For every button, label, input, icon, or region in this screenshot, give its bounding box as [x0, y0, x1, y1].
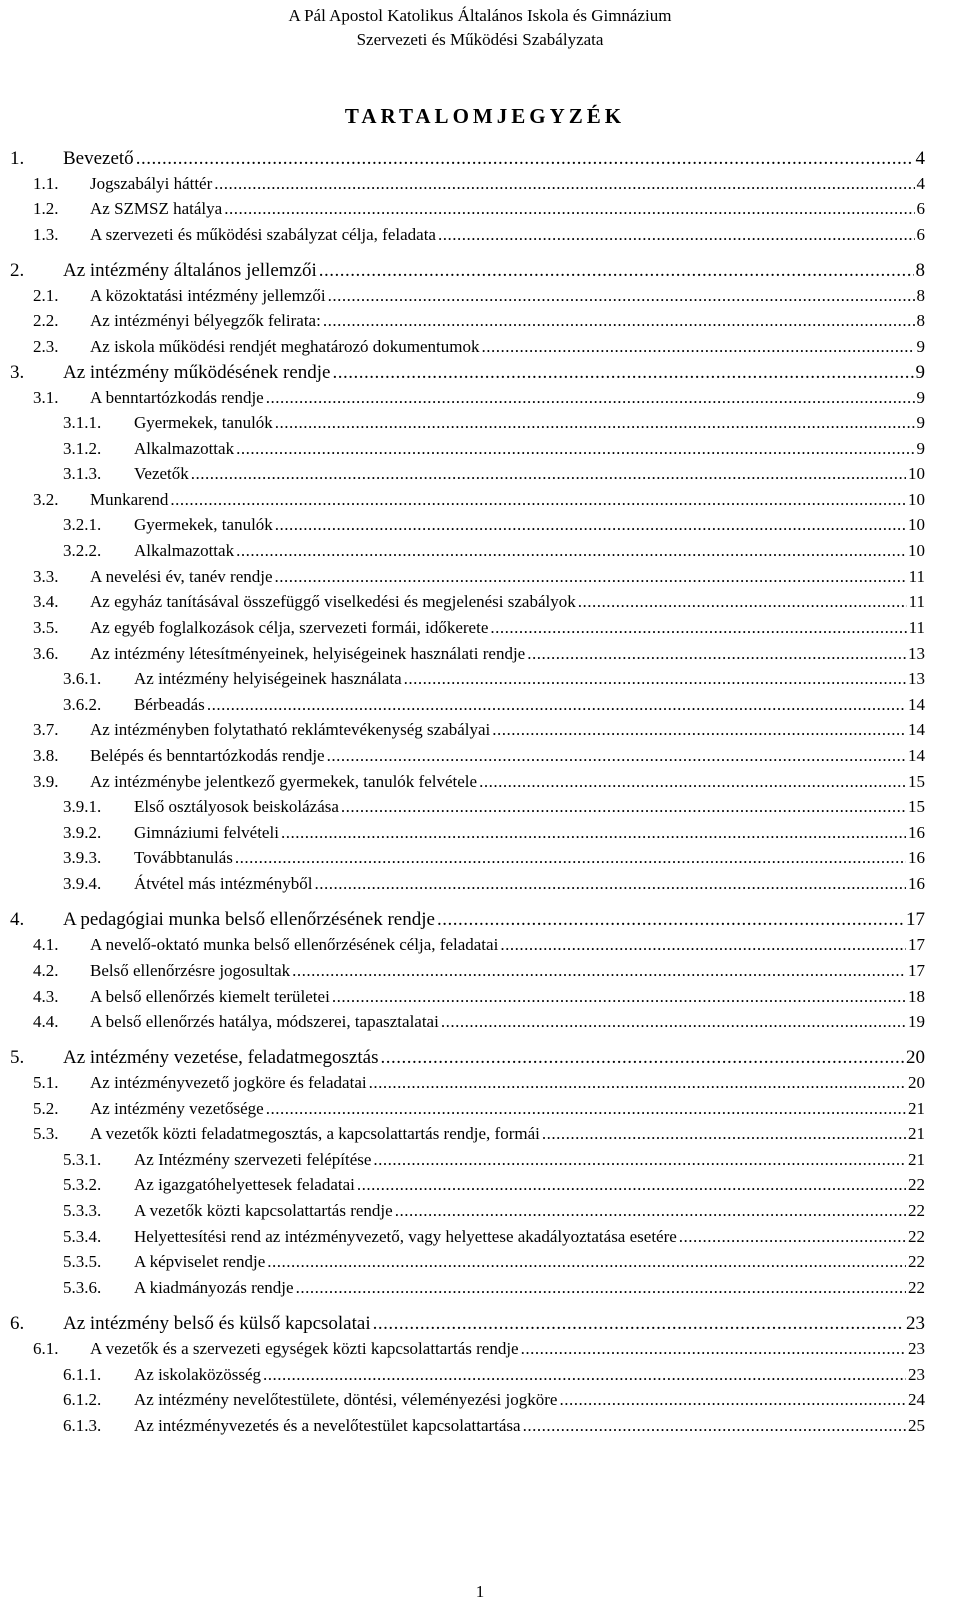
- toc-entry-page: 22: [908, 1252, 925, 1271]
- toc-entry-page: 14: [908, 695, 925, 714]
- toc-entry[interactable]: [10, 909, 925, 931]
- toc-entry-number: 4.: [10, 909, 25, 930]
- toc-entry-number: 5.3.: [33, 1124, 59, 1143]
- toc-entry-page: 20: [908, 1073, 925, 1092]
- toc-entry-page: 22: [908, 1175, 925, 1194]
- toc-entry-number: 3.6.2.: [63, 695, 102, 714]
- toc-entry[interactable]: [33, 567, 925, 587]
- toc-entry-title: A nevelő-oktató munka belső ellenőrzésének célja, feladatai: [90, 935, 499, 954]
- toc-entry-number: 5.3.1.: [63, 1150, 102, 1169]
- toc-entry-number: 3.4.: [33, 592, 59, 611]
- toc-entry-title: Vezetők: [134, 464, 189, 483]
- toc-entry-number: 4.2.: [33, 961, 59, 980]
- toc-entry-title: Az intézmény nevelőtestülete, döntési, véleményezési jogköre: [134, 1390, 558, 1409]
- toc-entry-number: 3.9.3.: [63, 848, 102, 867]
- toc-entry[interactable]: [33, 388, 925, 408]
- toc-dot-leader: [482, 337, 915, 357]
- toc-entry[interactable]: [33, 311, 925, 331]
- toc-entry-number: 5.1.: [33, 1073, 59, 1092]
- toc-dot-leader: [323, 311, 915, 331]
- toc-entry-page: 23: [906, 1313, 925, 1334]
- toc-entry-number: 3.1.: [33, 388, 59, 407]
- toc-entry[interactable]: [33, 1339, 925, 1359]
- toc-dot-leader: [369, 1073, 906, 1093]
- toc-dot-leader: [332, 362, 913, 384]
- toc-entry-number: 6.: [10, 1313, 25, 1334]
- toc-entry-number: 3.: [10, 362, 25, 383]
- toc-dot-leader: [373, 1313, 904, 1335]
- toc-dot-leader: [266, 1099, 906, 1119]
- toc-entry[interactable]: [63, 439, 925, 459]
- toc-entry-page: 10: [908, 515, 925, 534]
- toc-entry-number: 5.3.2.: [63, 1175, 102, 1194]
- toc-entry-page: 17: [908, 935, 925, 954]
- toc-entry-title: Az igazgatóhelyettesek feladatai: [134, 1175, 355, 1194]
- toc-entry-title: Az intézmény helyiségeinek használata: [134, 669, 402, 688]
- toc-dot-leader: [314, 874, 906, 894]
- toc-entry-page: 13: [908, 644, 925, 663]
- toc-entry-page: 18: [908, 987, 925, 1006]
- toc-entry-number: 3.9.: [33, 772, 59, 791]
- toc-entry-title: Átvétel más intézményből: [134, 874, 313, 893]
- toc-entry-title: Alkalmazottak: [134, 439, 235, 458]
- toc-dot-leader: [328, 286, 915, 306]
- toc-entry-title: A vezetők és a szervezeti egységek közti kapcsolattartás rendje: [90, 1339, 519, 1358]
- toc-entry-title: Bérbeadás: [134, 695, 205, 714]
- toc-entry[interactable]: [33, 987, 925, 1007]
- toc-entry-number: 5.2.: [33, 1099, 59, 1118]
- toc-entry[interactable]: [33, 644, 925, 664]
- toc-dot-leader: [341, 797, 906, 817]
- toc-entry[interactable]: [33, 174, 925, 194]
- toc-dot-leader: [500, 935, 906, 955]
- toc-entry-title: A belső ellenőrzés hatálya, módszerei, tapasztalatai: [90, 1012, 439, 1031]
- toc-dot-leader: [136, 148, 914, 170]
- toc-entry-title: Az egyéb foglalkozások célja, szervezeti formái, időkerete: [90, 618, 489, 637]
- toc-dot-leader: [437, 909, 904, 931]
- toc-entry-number: 6.1.1.: [63, 1365, 102, 1384]
- toc-entry[interactable]: [33, 1124, 925, 1144]
- toc-entry-number: 3.1.3.: [63, 464, 102, 483]
- toc-entry-number: 3.9.2.: [63, 823, 102, 842]
- toc-entry-title: A benntartózkodás rendje: [90, 388, 264, 407]
- toc-entry-page: 22: [908, 1278, 925, 1297]
- toc-entry-page: 23: [908, 1339, 925, 1358]
- toc-dot-leader: [679, 1227, 906, 1247]
- toc-entry-page: 10: [908, 541, 925, 560]
- toc-entry[interactable]: [10, 260, 925, 282]
- toc-entry-title: Az egyház tanításával összefüggő viselkedési és megjelenési szabályok: [90, 592, 576, 611]
- toc-entry-page: 9: [916, 413, 925, 432]
- toc-entry-number: 1.2.: [33, 199, 59, 218]
- toc-dot-leader: [292, 961, 906, 981]
- toc-dot-leader: [559, 1390, 906, 1410]
- toc-dot-leader: [492, 720, 906, 740]
- toc-dot-leader: [490, 618, 906, 638]
- toc-dot-leader: [214, 174, 914, 194]
- toc-entry[interactable]: [33, 199, 925, 219]
- toc-entry[interactable]: [33, 772, 925, 792]
- toc-entry-title: Az intézményben folytatható reklámtevékenység szabályai: [90, 720, 491, 739]
- toc-entry-number: 2.2.: [33, 311, 59, 330]
- toc-entry-page: 24: [908, 1390, 925, 1409]
- toc-entry-title: Az intézményi bélyegzők felirata:: [90, 311, 321, 330]
- toc-entry-title: A belső ellenőrzés kiemelt területei: [90, 987, 330, 1006]
- toc-dot-leader: [395, 1201, 906, 1221]
- toc-entry[interactable]: [33, 286, 925, 306]
- toc-entry-title: A nevelési év, tanév rendje: [90, 567, 273, 586]
- toc-entry-title: Bevezető: [63, 148, 134, 169]
- toc-entry[interactable]: [63, 695, 925, 715]
- toc-entry-title: Helyettesítési rend az intézményvezető, vagy helyettese akadályoztatása esetére: [134, 1227, 677, 1246]
- toc-entry-number: 3.6.: [33, 644, 59, 663]
- toc-entry-page: 16: [908, 823, 925, 842]
- toc-entry-page: 25: [908, 1416, 925, 1435]
- toc-entry[interactable]: [10, 1313, 925, 1335]
- toc-entry-number: 5.3.6.: [63, 1278, 102, 1297]
- toc-entry-title: A vezetők közti feladatmegosztás, a kapcsolattartás rendje, formái: [90, 1124, 540, 1143]
- toc-entry-page: 11: [908, 567, 925, 586]
- toc-entry[interactable]: [33, 961, 925, 981]
- toc-entry[interactable]: [33, 225, 925, 245]
- toc-entry-title: Munkarend: [90, 490, 169, 509]
- toc-entry-number: 3.2.1.: [63, 515, 102, 534]
- toc-dot-leader: [380, 1047, 904, 1069]
- toc-entry-page: 22: [908, 1227, 925, 1246]
- toc-dot-leader: [235, 848, 906, 868]
- toc-entry[interactable]: [63, 823, 925, 843]
- toc-entry[interactable]: [63, 1416, 925, 1436]
- toc-entry[interactable]: [63, 515, 925, 535]
- toc-dot-leader: [523, 1416, 906, 1436]
- toc-entry-page: 9: [916, 439, 925, 458]
- toc-entry[interactable]: [63, 1252, 925, 1272]
- page-number: 1: [475, 1582, 485, 1601]
- toc-entry-number: 3.2.: [33, 490, 59, 509]
- toc-entry-number: 2.3.: [33, 337, 59, 356]
- toc-entry-number: 3.1.2.: [63, 439, 102, 458]
- toc-dot-leader: [224, 199, 914, 219]
- toc-entry-number: 5.3.3.: [63, 1201, 102, 1220]
- toc-dot-leader: [275, 413, 915, 433]
- toc-entry[interactable]: [33, 618, 925, 638]
- toc-entry-page: 16: [908, 848, 925, 867]
- toc-entry-title: A kiadmányozás rendje: [134, 1278, 294, 1297]
- toc-entry-title: Az iskolaközösség: [134, 1365, 262, 1384]
- toc-entry-title: Az intézményvezető jogköre és feladatai: [90, 1073, 367, 1092]
- toc-entry[interactable]: [63, 1201, 925, 1221]
- toc-entry-page: 15: [908, 797, 925, 816]
- toc-entry-page: 4: [916, 174, 925, 193]
- toc-entry-title: Az iskola működési rendjét meghatározó dokumentumok: [90, 337, 480, 356]
- toc-dot-leader: [263, 1365, 906, 1385]
- toc-entry-page: 10: [908, 490, 925, 509]
- toc-entry-number: 2.1.: [33, 286, 59, 305]
- toc-entry-page: 17: [908, 961, 925, 980]
- toc-entry-number: 3.9.4.: [63, 874, 102, 893]
- toc-entry-title: A pedagógiai munka belső ellenőrzésének rendje: [63, 909, 435, 930]
- toc-entry-number: 3.1.1.: [63, 413, 102, 432]
- toc-entry-number: 5.3.4.: [63, 1227, 102, 1246]
- toc-dot-leader: [578, 592, 907, 612]
- toc-entry-title: Az intézmény vezetősége: [90, 1099, 264, 1118]
- toc-entry-page: 21: [908, 1124, 925, 1143]
- toc-entry-number: 3.7.: [33, 720, 59, 739]
- toc-entry-title: Az intézmény vezetése, feladatmegosztás: [63, 1047, 379, 1068]
- toc-entry-page: 23: [908, 1365, 925, 1384]
- toc-entry-page: 20: [906, 1047, 925, 1068]
- toc-entry-number: 3.3.: [33, 567, 59, 586]
- toc-dot-leader: [267, 1252, 906, 1272]
- toc-entry-page: 11: [908, 592, 925, 611]
- toc-dot-leader: [281, 823, 906, 843]
- toc-dot-leader: [404, 669, 906, 689]
- toc-entry-title: A képviselet rendje: [134, 1252, 266, 1271]
- toc-entry-title: Az intézményvezetés és a nevelőtestület kapcsolattartása: [134, 1416, 521, 1435]
- toc-entry-page: 8: [916, 311, 925, 330]
- toc-entry-page: 11: [908, 618, 925, 637]
- toc-dot-leader: [266, 388, 915, 408]
- toc-entry-page: 6: [916, 225, 925, 244]
- toc-entry[interactable]: [63, 1175, 925, 1195]
- toc-entry[interactable]: [63, 874, 925, 894]
- toc-entry[interactable]: [10, 1047, 925, 1069]
- toc-entry-title: Alkalmazottak: [134, 541, 235, 560]
- toc-entry-number: 1.1.: [33, 174, 59, 193]
- toc-entry-title: Belépés és benntartózkodás rendje: [90, 746, 325, 765]
- toc-entry-page: 14: [908, 746, 925, 765]
- toc-entry[interactable]: [10, 362, 925, 384]
- toc-dot-leader: [373, 1150, 906, 1170]
- toc-entry-title: Az SZMSZ hatálya: [90, 199, 223, 218]
- toc-entry[interactable]: [63, 413, 925, 433]
- toc-dot-leader: [207, 695, 906, 715]
- toc-entry[interactable]: [63, 1227, 925, 1247]
- toc-entry-page: 9: [916, 337, 925, 356]
- toc-dot-leader: [327, 746, 906, 766]
- toc-entry[interactable]: [63, 464, 925, 484]
- toc-entry[interactable]: [63, 541, 925, 561]
- toc-entry[interactable]: [63, 1278, 925, 1298]
- toc-dot-leader: [319, 260, 914, 282]
- toc-entry[interactable]: [33, 935, 925, 955]
- toc-dot-leader: [332, 987, 906, 1007]
- toc-entry[interactable]: [63, 669, 925, 689]
- toc-dot-leader: [236, 541, 906, 561]
- toc-entry[interactable]: [63, 1365, 925, 1385]
- toc-dot-leader: [542, 1124, 906, 1144]
- toc-dot-leader: [521, 1339, 906, 1359]
- toc-entry[interactable]: [33, 490, 925, 510]
- toc-entry-title: Továbbtanulás: [134, 848, 233, 867]
- toc-entry-title: Jogszabályi háttér: [90, 174, 213, 193]
- toc-entry[interactable]: [63, 797, 925, 817]
- toc-entry-title: Az intézmény általános jellemzői: [63, 260, 317, 281]
- toc-entry-number: 3.2.2.: [63, 541, 102, 560]
- toc-entry[interactable]: [33, 1073, 925, 1093]
- toc-entry-page: 14: [908, 720, 925, 739]
- toc-entry-page: 21: [908, 1150, 925, 1169]
- toc-entry-number: 3.5.: [33, 618, 59, 637]
- toc-entry-page: 16: [908, 874, 925, 893]
- toc-entry-title: Belső ellenőrzésre jogosultak: [90, 961, 291, 980]
- toc-dot-leader: [236, 439, 914, 459]
- toc-entry-title: Az intézmény létesítményeinek, helyiségeinek használati rendje: [90, 644, 526, 663]
- toc-entry-number: 6.1.2.: [63, 1390, 102, 1409]
- toc-entry-number: 4.3.: [33, 987, 59, 1006]
- toc-dot-leader: [275, 515, 906, 535]
- toc-entry-page: 22: [908, 1201, 925, 1220]
- toc-entry[interactable]: [33, 1012, 925, 1032]
- toc-entry-page: 13: [908, 669, 925, 688]
- toc-dot-leader: [191, 464, 906, 484]
- header-line-2: Szervezeti és Működési Szabályzata: [356, 30, 604, 49]
- toc-entry-number: 5.: [10, 1047, 25, 1068]
- header-line-1: A Pál Apostol Katolikus Általános Iskola és Gimnázium: [288, 6, 672, 25]
- toc-entry-page: 21: [908, 1099, 925, 1118]
- toc-entry-page: 8: [916, 286, 925, 305]
- toc-entry-number: 4.4.: [33, 1012, 59, 1031]
- toc-dot-leader: [357, 1175, 906, 1195]
- toc-entry-number: 2.: [10, 260, 25, 281]
- toc-entry-title: Az intézmény működésének rendje: [63, 362, 331, 383]
- toc-entry-page: 17: [906, 909, 925, 930]
- toc-dot-leader: [438, 225, 915, 245]
- toc-entry-number: 6.1.: [33, 1339, 59, 1358]
- toc-entry-page: 4: [915, 148, 925, 169]
- toc-entry-title: Gyermekek, tanulók: [134, 515, 273, 534]
- toc-entry-title: Gyermekek, tanulók: [134, 413, 273, 432]
- toc-entry-number: 1.: [10, 148, 25, 169]
- toc-entry-title: Az intézmény belső és külső kapcsolatai: [63, 1313, 371, 1334]
- toc-entry-number: 6.1.3.: [63, 1416, 102, 1435]
- toc-entry-number: 3.6.1.: [63, 669, 102, 688]
- toc-entry-page: 9: [916, 388, 925, 407]
- toc-entry-number: 4.1.: [33, 935, 59, 954]
- toc-entry[interactable]: [33, 720, 925, 740]
- toc-dot-leader: [296, 1278, 906, 1298]
- toc-entry-title: A szervezeti és működési szabályzat célja, feladata: [90, 225, 436, 244]
- toc-entry-page: 9: [915, 362, 925, 383]
- toc-entry-title: A közoktatási intézmény jellemzői: [90, 286, 326, 305]
- toc-entry-page: 15: [908, 772, 925, 791]
- toc-entry[interactable]: [33, 746, 925, 766]
- toc-entry[interactable]: [63, 1390, 925, 1410]
- toc-entry[interactable]: [33, 337, 925, 357]
- toc-entry-page: 6: [916, 199, 925, 218]
- toc-entry-page: 8: [915, 260, 925, 281]
- toc-entry-title: Az intézménybe jelentkező gyermekek, tanulók felvétele: [90, 772, 478, 791]
- toc-entry[interactable]: [10, 148, 925, 170]
- toc-dot-leader: [275, 567, 907, 587]
- toc-entry[interactable]: [63, 848, 925, 868]
- toc-title: TARTALOMJEGYZÉK: [344, 104, 626, 128]
- toc-entry[interactable]: [63, 1150, 925, 1170]
- toc-entry-page: 10: [908, 464, 925, 483]
- toc-dot-leader: [170, 490, 906, 510]
- toc-entry[interactable]: [33, 592, 925, 612]
- toc-entry-title: A vezetők közti kapcsolattartás rendje: [134, 1201, 393, 1220]
- toc-entry[interactable]: [33, 1099, 925, 1119]
- toc-entry-title: Az Intézmény szervezeti felépítése: [134, 1150, 372, 1169]
- toc-entry-number: 3.8.: [33, 746, 59, 765]
- toc-entry-page: 19: [908, 1012, 925, 1031]
- toc-dot-leader: [527, 644, 906, 664]
- toc-entry-title: Gimnáziumi felvételi: [134, 823, 279, 842]
- toc-dot-leader: [441, 1012, 906, 1032]
- toc-entry-number: 1.3.: [33, 225, 59, 244]
- toc-entry-number: 5.3.5.: [63, 1252, 102, 1271]
- toc-dot-leader: [479, 772, 906, 792]
- toc-entry-title: Első osztályosok beiskolázása: [134, 797, 339, 816]
- toc-entry-number: 3.9.1.: [63, 797, 102, 816]
